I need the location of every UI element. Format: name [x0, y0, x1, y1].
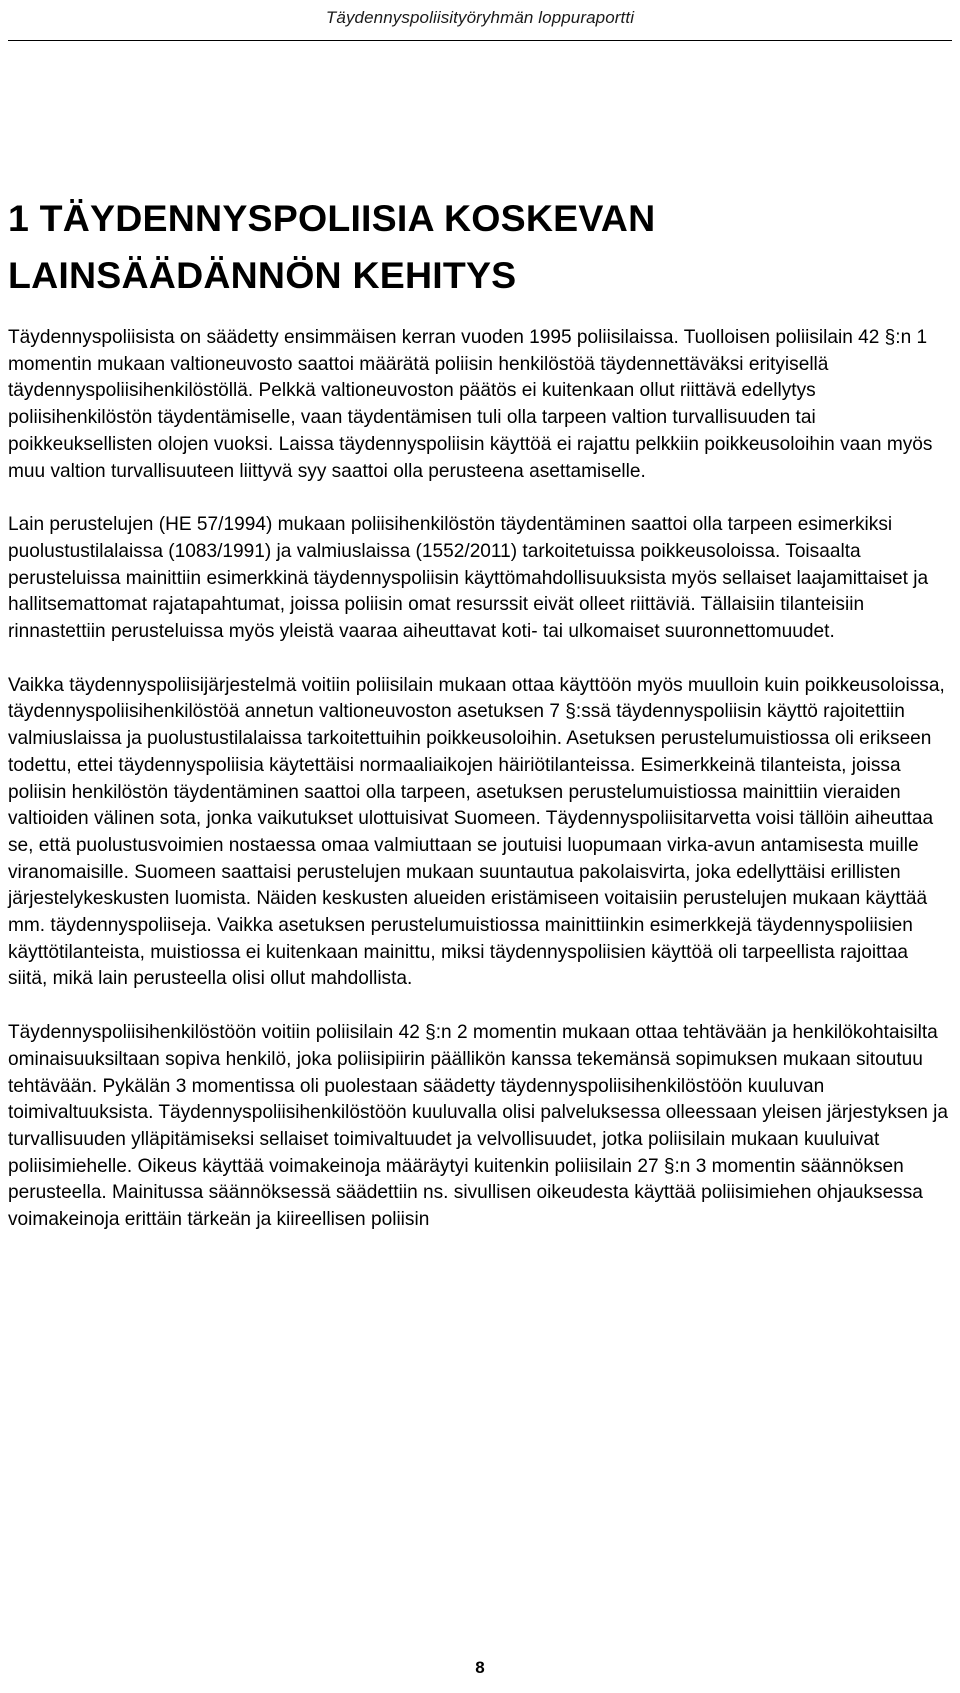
paragraph: Lain perustelujen (HE 57/1994) mukaan poliisihenkilöstön täydentäminen saattoi olla tarpeen esimerkiksi puolustustilalaissa (1083/1991) ja valmiuslaissa (1552/2011) tarkoitetuissa poikkeusoloissa. Toisaalta perusteluissa mainittiin esimerkkinä täydennyspoliisin käyttömahdollisuuksista myös sellaiset laajamittaiset ja hallitsemattomat rajatapahtumat, joissa poliisin omat resurssit eivät olleet riittäviä. Tällaisiin tilanteisiin rinnastettiin perusteluissa myös yleistä vaaraa aiheuttavat koti- tai ulkomaiset suuronnettomuudet. — [8, 514, 929, 643]
paragraph: Täydennyspoliisista on säädetty ensimmäisen kerran vuoden 1995 poliisilaissa. Tuolloisen poliisilain 42 §:n 1 momentin mukaan valtioneuvosto saattoi määrätä poliisin henkilöstöä täydennettäväksi erityisellä täydennyspoliisihenkilöstöllä. Pelkkä valtioneuvoston päätös ei kuitenkaan ollut riittävä edellytys poliisihenkilöstön täydentämiselle, vaan täydentämisen tuli olla tarpeen valtion turvallisuuden tai poikkeuksellisten olojen vuoksi. Laissa täydennyspoliisin käyttöä ei rajattu pelkkiin poikkeusoloihin vaan myös muu valtion turvallisuuteen liittyvä syy saattoi olla perusteena asettamiselle. — [8, 327, 933, 482]
header-divider — [8, 40, 952, 41]
body-text — [8, 325, 952, 1261]
paragraph: Vaikka täydennyspoliisijärjestelmä voitiin poliisilain mukaan ottaa käyttöön myös muulloin kuin poikkeusoloissa, täydennyspoliisihenkilöstöä annetun valtioneuvoston asetuksen 7 §:ssä täydennyspoliisin käyttö rajoitettiin valmiuslaissa ja puolustustilalaissa tarkoitettuihin poikkeusoloihin. Asetuksen perustelumuistiossa oli erikseen todettu, ettei täydennyspoliisia käytettäisi normaaliaikojen häiriötilanteissa. Esimerkkeinä tilanteista, joissa poliisin henkilöstön täydentäminen saattoi olla tarpeen, asetuksen perustelumuistiossa mainittiin vieraiden valtioiden välinen sota, jonka vaikutukset ulottuisivat Suomeen. Täydennyspoliisitarvetta voisi tällöin aiheuttaa se, että puolustusvoimien nostaessa omaa valmiuttaan se joutuisi luopumaan virka-avun antamisesta muille viranomaisille. Suomeen saattaisi perustelujen mukaan suuntautua pakolaisvirta, joka edellyttäisi erillisten järjestelykeskusten luomista. Näiden keskusten alueiden eristämiseen voitaisiin perustelujen mukaan käyttää mm. täydennyspoliiseja. Vaikka asetuksen perustelumuistiossa mainittiinkin esimerkkejä täydennyspoliisien käyttötilanteista, muistiossa ei kuitenkaan mainittu, miksi täydennyspoliisien käyttöä oli tarpeellista rajoittaa siitä, mikä lain perusteella olisi ollut mahdollista. — [8, 674, 945, 990]
running-header: Täydennyspoliisityöryhmän loppuraportti — [325, 8, 635, 27]
paragraph: Täydennyspoliisihenkilöstöön voitiin poliisilain 42 §:n 2 momentin mukaan ottaa tehtävään ja henkilökohtaisilta ominaisuuksiltaan sopiva henkilö, joka poliisipiirin päällikön kanssa tekemänsä sopimuksen mukaan sitoutuu tehtävään. Pykälän 3 momentissa oli puolestaan säädetty täydennyspoliisihenkilöstöön kuuluvan toimivaltuuksista. Täydennyspoliisihenkilöstöön kuuluvalla olisi palveluksessa olleessaan yleisen järjestyksen ja turvallisuuden ylläpitämiseksi sellaiset toimivaltuudet ja velvollisuudet, jotka poliisilain mukaan kuuluivat poliisimiehelle. Oikeus käyttää voimakeinoja määräytyi kuitenkin poliisilain 27 §:n 3 momentin säännöksen perusteella. Mainitussa säännöksessä säädettiin ns. sivullisen oikeudesta käyttää poliisimiehen ohjauksessa voimakeinoja erittäin tärkeän ja kiireellisen poliisin — [8, 1022, 948, 1231]
page-number: 8 — [475, 1658, 485, 1677]
chapter-heading: 1 TÄYDENNYSPOLIISIA KOSKEVAN LAINSÄÄDÄNNÖN KEHITYS — [8, 197, 656, 296]
